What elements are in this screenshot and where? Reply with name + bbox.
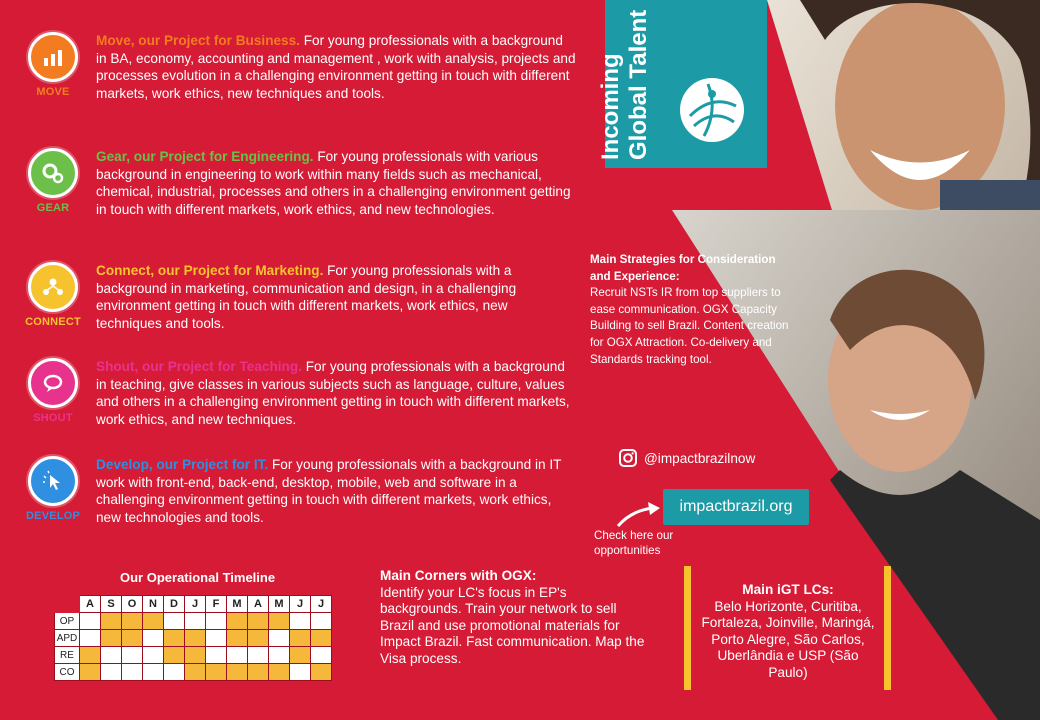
timeline-cell [290,630,311,647]
brand-title [596,0,656,168]
lcs-bar-left [684,566,691,690]
timeline-month-header: M [269,596,290,613]
timeline-month-header: D [164,596,185,613]
corners-body: Identify your LC's focus in EP's backgrounds. Train your network to sell Brazil and use promotional materials for Impact Brazil. Fast communication. Map the Visa process. [380,584,645,666]
develop-description: Develop, our Project for IT. For young professionals with a background in IT work with front-end, back-end, desktop, mobile, web and software in a challenging environment getting in touch with different markets, work ethics, new technologies and tools. [96,457,562,525]
timeline-cell [269,613,290,630]
ogx-corners [380,568,650,667]
timeline-cell [206,630,227,647]
lcs-body: Belo Horizonte, Curitiba, Fortaleza, Joinville, Maringá, Porto Alegre, São Carlos, Uberlândia e USP (São Paulo) [701,598,875,680]
arrow-icon [614,500,662,530]
timeline-row-label: OP [55,613,80,630]
timeline-cell [290,647,311,664]
timeline-corner [55,596,80,613]
timeline-cell [101,647,122,664]
connect-icon [28,262,78,312]
timeline-cell [311,647,332,664]
timeline-cell [80,613,101,630]
check-opportunities-text: Check here our opportunities [594,529,674,557]
timeline-month-header: F [206,596,227,613]
develop-label: DEVELOP [26,510,80,522]
timeline-month-header: M [227,596,248,613]
timeline-cell [290,664,311,681]
timeline-cell [101,664,122,681]
timeline-cell [185,630,206,647]
timeline-cell [122,664,143,681]
timeline-row-label: CO [55,664,80,681]
timeline-cell [143,630,164,647]
timeline-cell [248,647,269,664]
shout-icon [28,358,78,408]
strategies [590,252,790,368]
globe-logo-icon [678,76,746,144]
timeline-cell [206,647,227,664]
svg-text:Incoming: Incoming [597,53,624,160]
timeline-cell [227,647,248,664]
igt-lcs [696,582,880,681]
timeline-cell [227,613,248,630]
corners-title: Main Corners with OGX: [380,568,537,583]
instagram-handle[interactable]: @impactbrazilnow [618,448,755,468]
timeline-cell [101,613,122,630]
gear-icon [28,148,78,198]
timeline-cell [185,647,206,664]
timeline-cell [248,613,269,630]
timeline-month-header: N [143,596,164,613]
timeline-cell [311,613,332,630]
instagram-icon [618,448,638,468]
timeline-month-header: A [80,596,101,613]
timeline-cell [248,630,269,647]
timeline-title: Our Operational Timeline [120,570,276,585]
website-link-button[interactable]: impactbrazil.org [663,489,809,525]
svg-text:Global Talent: Global Talent [625,9,652,160]
timeline-cell [269,630,290,647]
timeline-row-label: RE [55,647,80,664]
connect-label: CONNECT [25,316,81,328]
timeline-month-header: J [311,596,332,613]
timeline-cell [311,630,332,647]
timeline-cell [164,630,185,647]
move-icon [28,32,78,82]
shout-description: Shout, our Project for Teaching. For young professionals with a background in teaching, give classes in various subjects such as language, culture, values and others in a challenging environment getting in touch with different markets, work ethics, and new techniques. [96,359,570,427]
lcs-bar-right [884,566,891,690]
timeline-cell [80,630,101,647]
timeline-month-header: S [101,596,122,613]
strategies-body: Recruit NSTs IR from top suppliers to ease communication. OGX Capacity Building to sell Brazil. Content creation for OGX Attraction. Co-delivery and Standards tracking tool. [590,286,789,366]
timeline-cell [101,630,122,647]
connect-description: Connect, our Project for Marketing. For young professionals with a background in marketing, communication and design, in a challenging environment getting in touch with different markets, work ethics, new techniques and tools. [96,263,517,331]
timeline-cell [206,613,227,630]
timeline-cell [227,630,248,647]
timeline-cell [248,664,269,681]
timeline-cell [164,647,185,664]
gear-description: Gear, our Project for Engineering. For young professionals with various background in engineering to work within many fields such as mechanical, chemical, industrial, processes and others in a challenging environment getting in touch with different markets, work ethics, and new technologies. [96,149,571,217]
timeline-month-header: J [290,596,311,613]
timeline-cell [143,613,164,630]
timeline-cell [227,664,248,681]
timeline-month-header: A [248,596,269,613]
timeline-cell [122,630,143,647]
timeline-cell [269,664,290,681]
timeline-month-header: O [122,596,143,613]
timeline-cell [185,664,206,681]
shout-label: SHOUT [33,412,73,424]
timeline-cell [122,613,143,630]
gear-label: GEAR [36,202,70,214]
strategies-title: Main Strategies for Consideration and Experience: [590,253,776,283]
timeline-table [54,595,332,681]
timeline-cell [290,613,311,630]
timeline-cell [185,613,206,630]
develop-icon [28,456,78,506]
timeline-cell [164,613,185,630]
lcs-title: Main iGT LCs: [742,582,834,597]
timeline-cell [269,647,290,664]
timeline-cell [206,664,227,681]
timeline-row-label: APD [55,630,80,647]
timeline-cell [143,647,164,664]
timeline-cell [143,664,164,681]
timeline-month-header: J [185,596,206,613]
timeline-cell [80,664,101,681]
timeline-cell [164,664,185,681]
move-description: Move, our Project for Business. For young professionals with a background in BA, economy, accounting and management , work with analysis, projects and processes evolution in a challenging environment getting in touch with different markets, work ethics, new techniques and tools. [96,33,576,101]
timeline-cell [80,647,101,664]
move-label: MOVE [36,86,70,98]
timeline-cell [311,664,332,681]
timeline-cell [122,647,143,664]
